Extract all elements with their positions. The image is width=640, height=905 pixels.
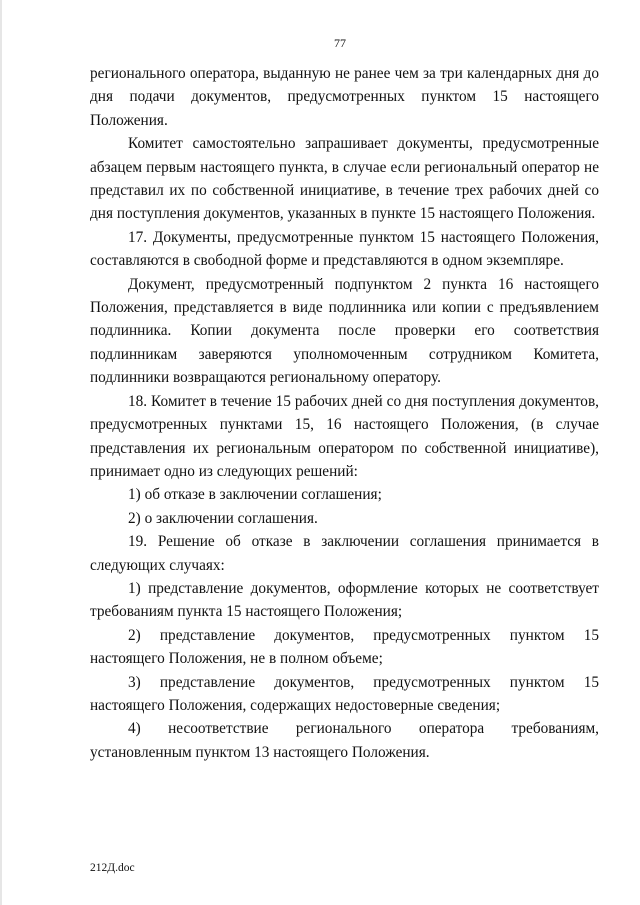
document-body: [90, 62, 599, 764]
paragraph: Документ, предусмотренный подпунктом 2 пункта 16 настоящего Положения, представляется в виде подлинника или копии с предъявлением подлинника. Копии документа после проверки его соответствия подлинникам заверяются уполномоченным сотрудником Комитета, подлинники возвращаются региональному оператору.: [90, 275, 599, 387]
paragraph: 19. Решение об отказе в заключении соглашения принимается в следующих случаях:: [90, 533, 599, 574]
paragraph: Комитет самостоятельно запрашивает документы, предусмотренные абзацем первым настоящего пункта, в случае если региональный оператор не представил их по собственной инициативе, в течение трех рабочих дней со дня поступления документов, указанных в пункте 15 настоящего Положения.: [90, 135, 599, 223]
list-item: 4) несоответствие регионального оператора требованиям, установленным пунктом 13 настоящего Положения.: [90, 720, 599, 761]
paragraph: регионального оператора, выданную не ранее чем за три календарных дня до дня подачи документов, предусмотренных пунктом 15 настоящего Положения.: [90, 65, 599, 129]
list-item: 1) представление документов, оформление которых не соответствует требованиям пункта 15 настоящего Положения;: [90, 579, 599, 621]
footer-filename: 212Д.doc: [90, 862, 135, 874]
paragraph: 17. Документы, предусмотренные пунктом 15 настоящего Положения, составляются в свободной форме и представляются в одном экземпляре.: [90, 228, 599, 270]
page-number: 77: [334, 36, 346, 50]
list-item: 2) о заключении соглашения.: [128, 509, 318, 527]
list-item: 2) представление документов, предусмотренных пунктом 15 настоящего Положения, не в полном объеме;: [90, 626, 599, 668]
paragraph: 18. Комитет в течение 15 рабочих дней со дня поступления документов, предусмотренных пунктами 15, 16 настоящего Положения, (в случае представления их региональным оператором по собственной инициативе), принимает одно из следующих решений:: [90, 392, 599, 480]
list-item: 1) об отказе в заключении соглашения;: [128, 486, 382, 504]
list-item: 3) представление документов, предусмотренных пунктом 15 настоящего Положения, содержащих недостоверные сведения;: [90, 673, 599, 714]
scan-edge: [0, 0, 2, 905]
